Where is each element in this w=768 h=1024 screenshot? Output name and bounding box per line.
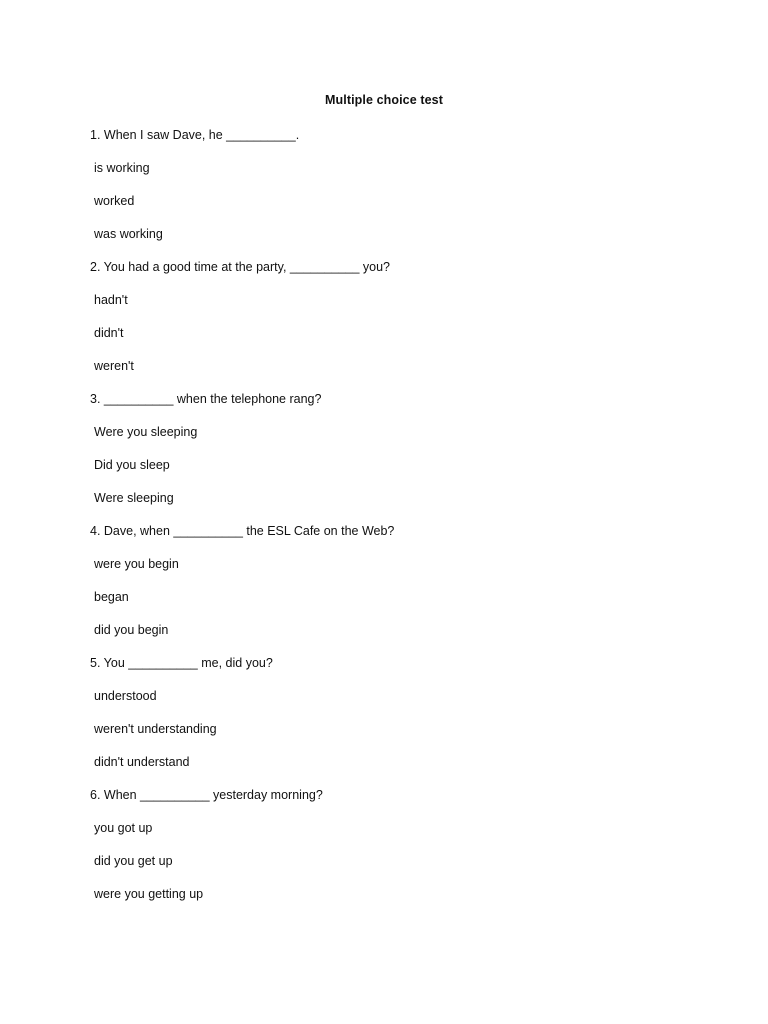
- question-text: 3. __________ when the telephone rang?: [90, 392, 322, 406]
- answer-option: didn't: [94, 326, 124, 340]
- answer-option: began: [94, 590, 129, 604]
- question-text: 4. Dave, when __________ the ESL Cafe on the Web?: [90, 524, 395, 538]
- question-text: 1. When I saw Dave, he __________.: [90, 128, 300, 142]
- answer-option: weren't understanding: [94, 722, 217, 736]
- answer-option: did you get up: [94, 854, 173, 868]
- page-title: Multiple choice test: [325, 93, 443, 107]
- answer-option: Were you sleeping: [94, 425, 198, 439]
- answer-option: is working: [94, 161, 150, 175]
- answer-option: you got up: [94, 821, 153, 835]
- question-6: [90, 786, 690, 918]
- question-4: [90, 522, 690, 654]
- answer-option: weren't: [94, 359, 134, 373]
- answer-option: understood: [94, 689, 157, 703]
- answer-option: hadn't: [94, 293, 128, 307]
- answer-option: Did you sleep: [94, 458, 170, 472]
- question-text: 5. You __________ me, did you?: [90, 656, 273, 670]
- question-3: [90, 390, 690, 522]
- question-text: 2. You had a good time at the party, __________ you?: [90, 260, 391, 274]
- question-text: 6. When __________ yesterday morning?: [90, 788, 323, 802]
- answer-option: did you begin: [94, 623, 169, 637]
- answer-option: worked: [94, 194, 135, 208]
- question-5: [90, 654, 690, 786]
- answer-option: were you begin: [94, 557, 179, 571]
- answer-option: was working: [94, 227, 163, 241]
- question-list: [90, 126, 690, 918]
- question-2: [90, 258, 690, 390]
- answer-option: didn't understand: [94, 755, 190, 769]
- answer-option: Were sleeping: [94, 491, 174, 505]
- answer-option: were you getting up: [94, 887, 204, 901]
- question-1: [90, 126, 690, 258]
